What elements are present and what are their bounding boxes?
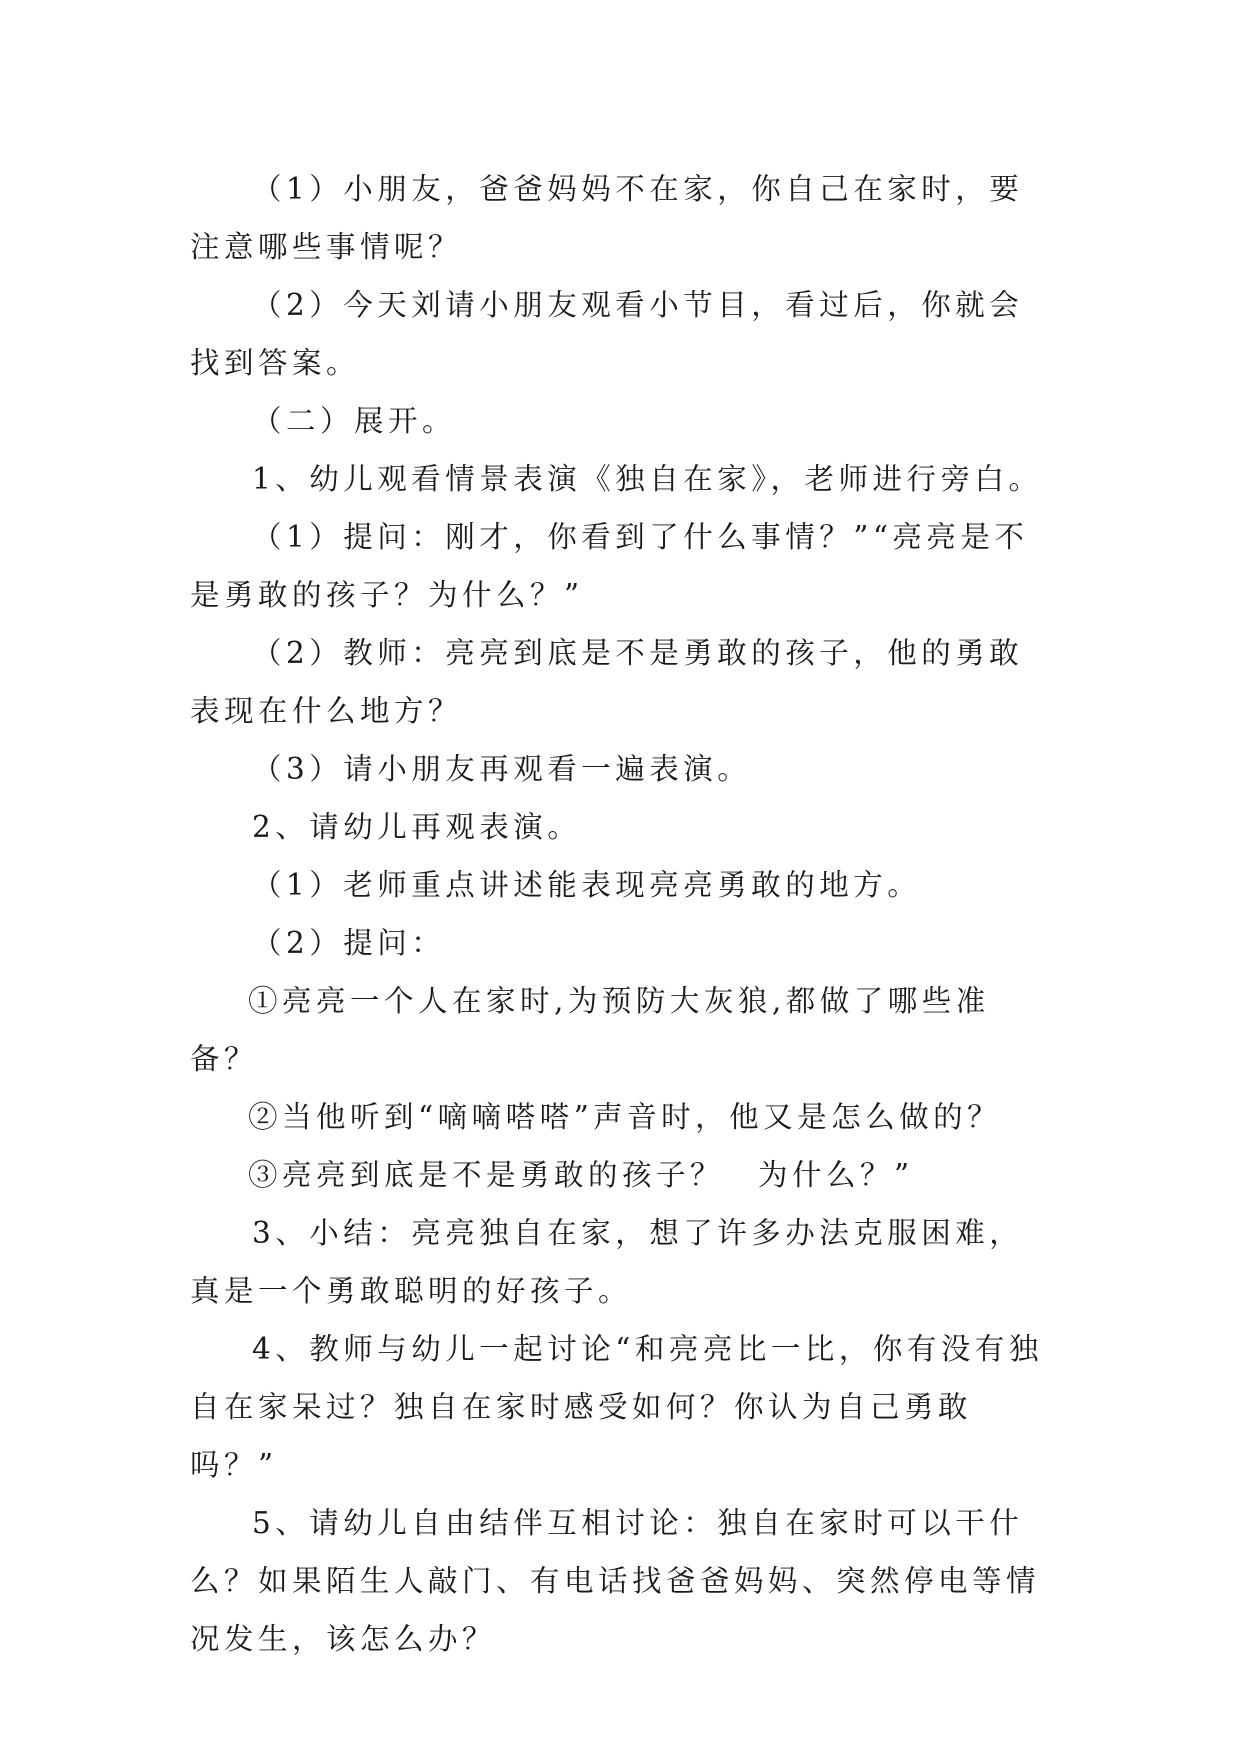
paragraph-6: （2）教师：亮亮到底是不是勇敢的孩子，他的勇敢表现在什么地方？ [190,636,1024,728]
paragraph-1: （1）小朋友，爸爸妈妈不在家，你自己在家时，要注意哪些事情呢？ [190,172,1024,264]
paragraph-8: 2、请幼儿再观表演。 [252,810,582,844]
paragraph-9: （1）老师重点讲述能表现亮亮勇敢的地方。 [252,868,922,902]
paragraph-4: 1、幼儿观看情景表演《独自在家》，老师进行旁白。 [252,462,1043,496]
paragraph-12: ②当他听到“嘀嘀嗒嗒”声音时，他又是怎么做的？ [248,1100,1002,1134]
paragraph-11: ①亮亮一个人在家时,为预防大灰狼,都做了哪些准备？ [190,984,990,1076]
paragraph-10: （2）提问： [252,926,446,960]
paragraph-5: （1）提问：刚才，你看到了什么事情？”“亮亮是不是勇敢的孩子？为什么？” [190,520,1029,612]
paragraph-14: 3、小结：亮亮独自在家，想了许多办法克服困难，真是一个勇敢聪明的好孩子。 [190,1216,1024,1308]
paragraph-3: （二）展开。 [252,404,457,438]
paragraph-7: （3）请小朋友再观看一遍表演。 [252,752,752,786]
paragraph-2: （2）今天刘请小朋友观看小节目，看过后，你就会找到答案。 [190,288,1024,380]
paragraph-16: 5、请幼儿自由结伴互相讨论：独自在家时可以干什么？如果陌生人敲门、有电话找爸爸妈妈、突然停电等情况发生，该怎么办？ [190,1506,1041,1656]
document-body [190,160,1050,1668]
paragraph-15: 4、教师与幼儿一起讨论“和亮亮比一比，你有没有独自在家呆过？独自在家时感受如何？你认为自己勇敢吗？” [190,1332,1043,1482]
paragraph-13: ③亮亮到底是不是勇敢的孩子？ 为什么？” [248,1158,914,1192]
